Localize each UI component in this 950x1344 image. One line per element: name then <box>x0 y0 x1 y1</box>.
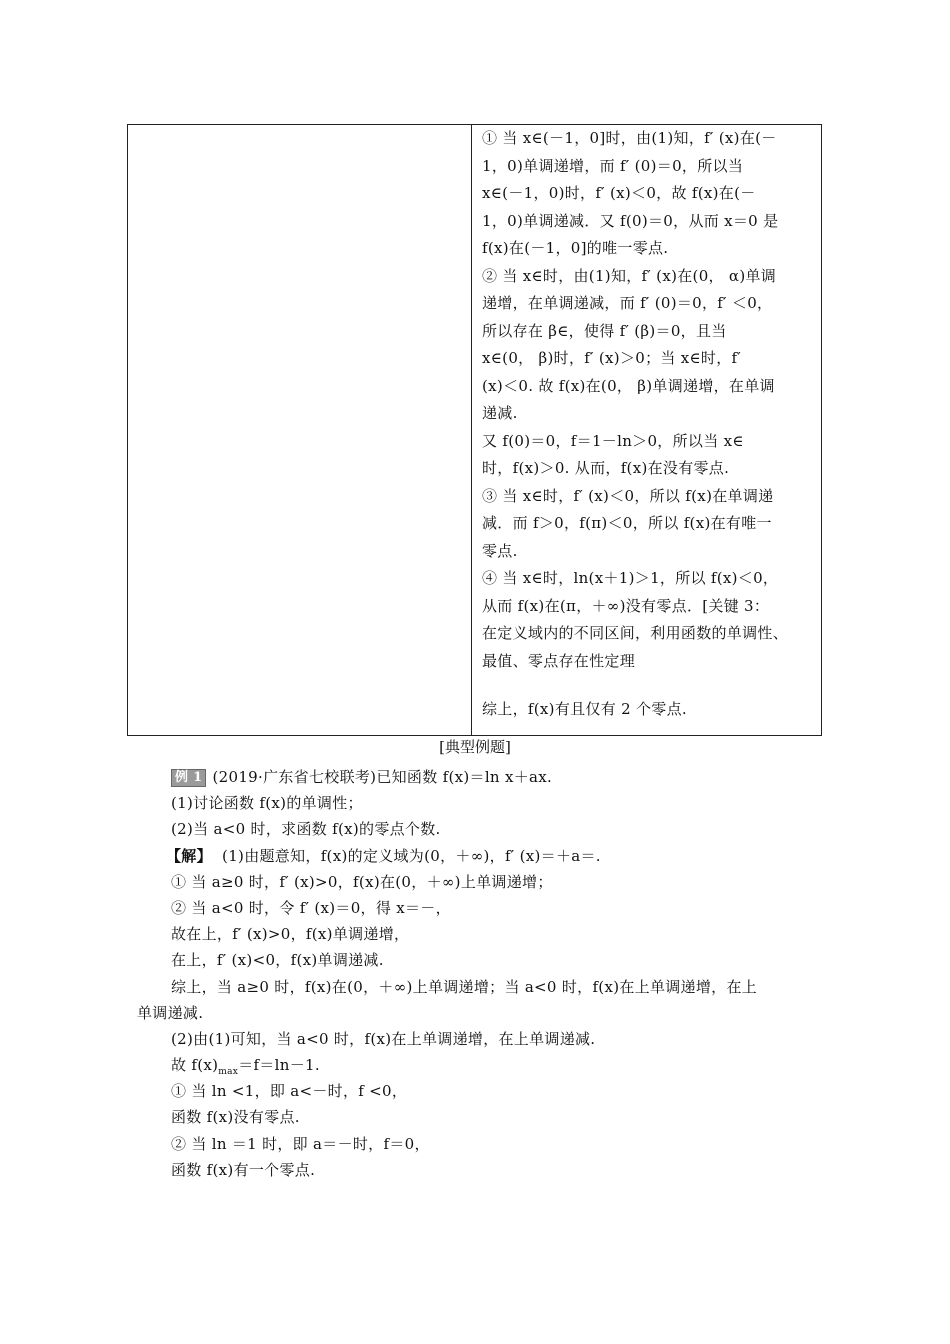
solution-tail: ① 当 ln <1，即 a<－时，f <0， <box>171 1082 408 1101</box>
table-line: 递减. <box>482 404 518 422</box>
table-line: 从而 f(x)在(π，＋∞)没有零点．[关键 3： <box>482 596 770 615</box>
table-line: ③ 当 x∈时，f′ (x)＜0，所以 f(x)在单调递 <box>482 486 774 505</box>
solution-line: ① 当 a≥0 时，f′ (x)>0，f(x)在(0，＋∞)上单调递增； <box>171 872 553 891</box>
example-part: (1)讨论函数 f(x)的单调性； <box>171 794 363 813</box>
solution-line: ② 当 a<0 时，令 f′ (x)＝0，得 x＝－， <box>171 898 451 917</box>
solution-line: 故在上，f′ (x)>0，f(x)单调递增， <box>171 925 410 944</box>
solution-line: 在上，f′ (x)<0，f(x)单调递减. <box>171 951 384 970</box>
solution-tail: 函数 f(x)没有零点. <box>171 1108 300 1127</box>
table-line: 时，f(x)＞0. 从而，f(x)在没有零点. <box>482 459 730 477</box>
table-line: ② 当 x∈时，由(1)知，f′ (x)在(0， α)单调 <box>482 266 777 285</box>
solution-tail: 函数 f(x)有一个零点. <box>171 1160 316 1179</box>
solution-summary: 综上，当 a≥0 时，f(x)在(0，＋∞)上单调递增；当 a<0 时，f(x)在上单调递增，在上 <box>171 977 758 996</box>
table-right-cell <box>482 125 818 724</box>
solution-first-text: (1)由题意知，f(x)的定义域为(0，＋∞)，f′ (x)＝＋a＝. <box>222 846 601 865</box>
table-line: ① 当 x∈(－1，0]时，由(1)知，f′ (x)在(－ <box>482 129 777 147</box>
solution-summary-cont: 单调递减. <box>137 1003 204 1022</box>
section-caption: [典型例题] <box>439 738 511 756</box>
max-suffix: ＝f＝ln－1. <box>238 1056 320 1075</box>
table-line: (x)＜0. 故 f(x)在(0， β)单调递增，在单调 <box>482 376 775 395</box>
table-line: 减．而 f＞0，f(π)＜0，所以 f(x)在有唯一 <box>482 514 772 532</box>
solution-tail: ② 当 ln ＝1 时，即 a＝－时，f＝0， <box>171 1134 430 1153</box>
example-body <box>137 764 827 1183</box>
table-final-line: 综上，f(x)有且仅有 2 个零点. <box>482 700 687 718</box>
table-line: 在定义域内的不同区间，利用函数的单调性、 <box>482 624 789 642</box>
table-line: 最值、零点存在性定理 <box>482 651 636 670</box>
example-part: (2)当 a<0 时，求函数 f(x)的零点个数. <box>171 820 441 839</box>
solution-label: 【解】 <box>166 846 212 865</box>
table-line: ④ 当 x∈时，ln(x＋1)＞1，所以 f(x)＜0， <box>482 569 779 587</box>
table-line: 递增，在单调递减，而 f′ (0)＝0，f′ ＜0， <box>482 294 773 312</box>
solution-part2: (2)由(1)可知，当 a<0 时，f(x)在上单调递增，在上单调递减. <box>171 1029 596 1048</box>
solution-first-line <box>137 843 827 869</box>
table-line: 所以存在 β∈，使得 f′ (β)＝0，且当 <box>482 321 727 340</box>
table-line: 1，0)单调递减．又 f(0)＝0，从而 x＝0 是 <box>482 211 779 230</box>
table-line: 零点. <box>482 541 518 560</box>
max-prefix: 故 f(x) <box>171 1056 219 1075</box>
solution-table <box>127 124 822 736</box>
table-column-divider <box>471 125 472 735</box>
example-tag: 例 1 <box>171 769 206 787</box>
table-line: 1，0)单调递增，而 f′ (0)＝0，所以当 <box>482 156 744 175</box>
solution-max-line <box>137 1052 827 1078</box>
table-line: x∈(0， β)时，f′ (x)＞0；当 x∈时，f′ <box>482 349 742 367</box>
example-question-text: (2019·广东省七校联考)已知函数 f(x)＝ln x＋ax. <box>212 768 553 786</box>
example-question <box>137 764 827 790</box>
table-line: 又 f(0)＝0，f＝1－ln＞0，所以当 x∈ <box>482 431 744 450</box>
table-line: f(x)在(－1，0]的唯一零点. <box>482 239 669 257</box>
table-line: x∈(－1，0)时，f′ (x)＜0，故 f(x)在(－ <box>482 184 756 202</box>
table-gap <box>482 675 818 696</box>
max-subscript: max <box>218 1067 239 1078</box>
